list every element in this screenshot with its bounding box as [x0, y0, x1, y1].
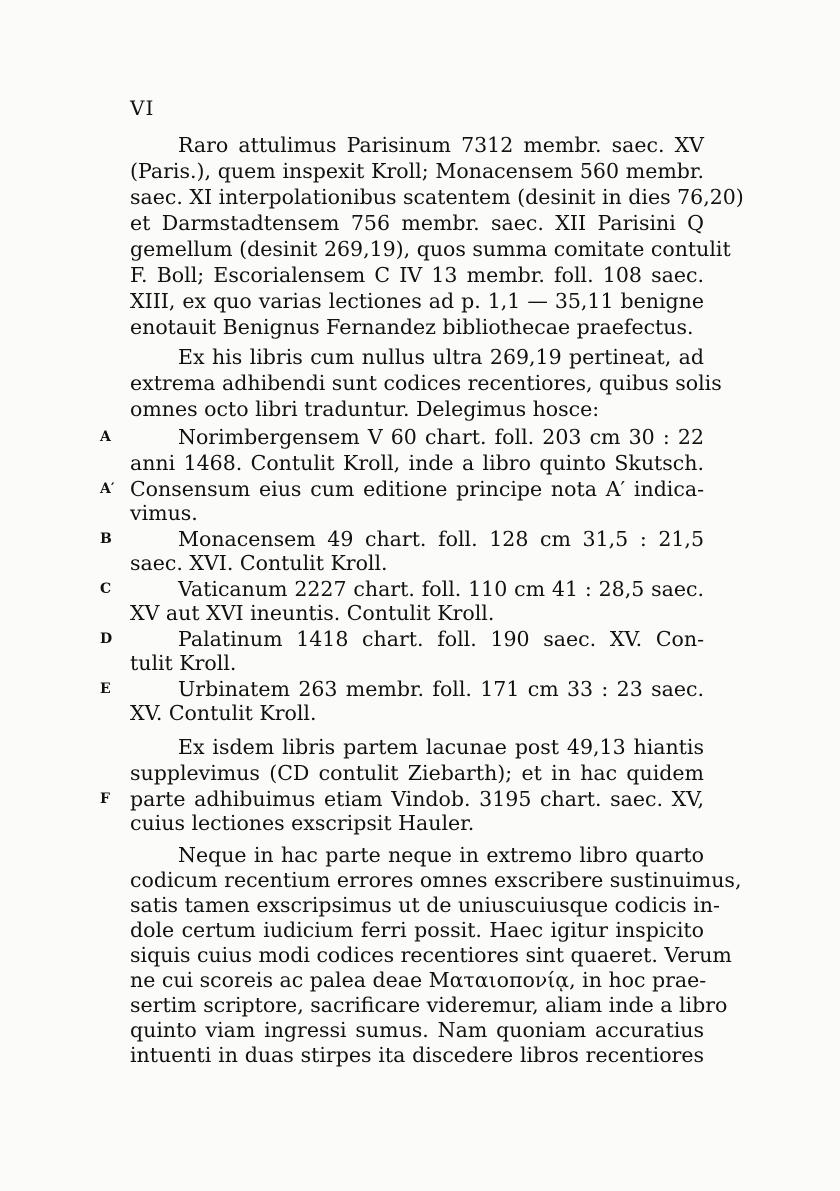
text-line: anni 1468. Contulit Kroll, inde a libro quinto Skutsch. [130, 451, 704, 475]
text-line: intuenti in duas stirpes ita discedere libros recentiores [130, 1043, 704, 1067]
text-line: omnes octo libri traduntur. Delegimus hosce: [130, 397, 600, 421]
text-line: Norimbergensem V 60 chart. foll. 203 cm 30 : 22 [178, 425, 704, 449]
text-line: XIII, ex quo varias lectiones ad p. 1,1 — 35,11 benigne [130, 289, 704, 313]
text-line: extrema adhibendi sunt codices recentiores, quibus solis [130, 371, 722, 395]
text-line: dole certum iudicium ferri possit. Haec igitur inspicito [130, 918, 704, 942]
text-line: Raro attulimus Parisinum 7312 membr. saec. XV [178, 133, 704, 157]
text-line: satis tamen exscripsimus ut de uniuscuiusque codicis in- [130, 893, 720, 917]
text-line: Ex his libris cum nullus ultra 269,19 pertineat, ad [178, 345, 704, 369]
text-line: Monacensem 49 chart. foll. 128 cm 31,5 : 21,5 [178, 527, 704, 551]
text-line: (Paris.), quem inspexit Kroll; Monacensem 560 membr. [130, 159, 704, 183]
siglum-f: F [100, 791, 110, 807]
text-line: F. Boll; Escorialensem C IV 13 membr. foll. 108 saec. [130, 263, 704, 287]
page-number: VI [130, 96, 155, 120]
siglum-b: B [100, 531, 112, 547]
siglum-c: C [100, 581, 112, 597]
text-line: XV aut XVI ineuntis. Contulit Kroll. [130, 601, 495, 625]
text-line: gemellum (desinit 269,19), quos summa comitate contulit [130, 237, 731, 261]
text-line: vimus. [130, 501, 198, 525]
text-line: supplevimus (CD contulit Ziebarth); et in hac quidem [130, 761, 704, 785]
text-line: enotauit Benignus Fernandez bibliothecae praefectus. [130, 315, 694, 339]
text-line: Ex isdem libris partem lacunae post 49,13 hiantis [178, 735, 704, 759]
text-line: saec. XVI. Contulit Kroll. [130, 551, 388, 575]
text-line: Neque in hac parte neque in extremo libro quarto [178, 843, 704, 867]
text-line: parte adhibuimus etiam Vindob. 3195 chart. saec. XV, [130, 787, 704, 811]
text-line: Palatinum 1418 chart. foll. 190 saec. XV. Con- [178, 627, 704, 651]
siglum-a: A [100, 429, 111, 445]
siglum-a-prime: A′ [100, 481, 115, 497]
text-line: quinto viam ingressi sumus. Nam quoniam accuratius [130, 1018, 704, 1042]
text-line: XV. Contulit Kroll. [130, 701, 317, 725]
text-line: siquis cuius modi codices recentiores sint quaeret. Verum [130, 943, 732, 967]
text-line: sertim scriptore, sacrificare videremur, aliam inde a libro [130, 993, 728, 1017]
text-line: Urbinatem 263 membr. foll. 171 cm 33 : 23 saec. [178, 677, 704, 701]
text-line: cuius lectiones exscripsit Hauler. [130, 811, 475, 835]
text-line: tulit Kroll. [130, 651, 237, 675]
text-line: saec. XI interpolationibus scatentem (desinit in dies 76,20) [130, 185, 744, 209]
text-line: et Darmstadtensem 756 membr. saec. XII Parisini Q [130, 211, 704, 235]
text-line: codicum recentium errores omnes exscribere sustinuimus, [130, 868, 742, 892]
text-line: ne cui scoreis ac palea deae Ματαιοπονίᾳ, in hoc prae- [130, 968, 707, 992]
text-line: Vaticanum 2227 chart. foll. 110 cm 41 : 28,5 saec. [178, 577, 704, 601]
text-line: Consensum eius cum editione principe nota A′ indica- [130, 477, 704, 501]
siglum-e: E [100, 681, 111, 697]
siglum-d: D [100, 631, 113, 647]
